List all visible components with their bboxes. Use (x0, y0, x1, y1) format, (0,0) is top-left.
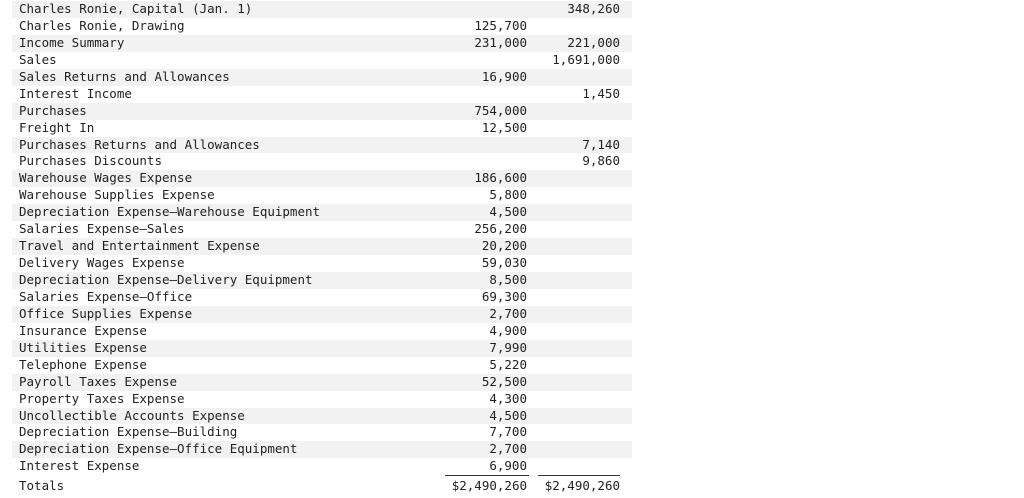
table-row (12, 187, 632, 204)
debit-amount: 2,700 (489, 305, 527, 321)
account-name: Warehouse Supplies Expense (19, 187, 215, 203)
table-row (12, 69, 632, 86)
table-row (12, 137, 632, 154)
debit-amount: 20,200 (481, 238, 527, 254)
table-row (12, 170, 632, 187)
credit-amount: 348,260 (567, 1, 620, 16)
credit-total-rule (538, 475, 620, 476)
account-name: Payroll Taxes Expense (19, 373, 178, 389)
table-row (12, 441, 632, 458)
debit-amount: 4,500 (489, 204, 527, 220)
debit-amount: 4,500 (489, 407, 527, 423)
table-row (12, 35, 632, 52)
debit-amount: 256,200 (474, 221, 527, 237)
account-name: Salaries Expense—Sales (19, 221, 185, 237)
table-row (12, 289, 632, 306)
debit-amount: 7,990 (489, 339, 527, 355)
table-row (12, 52, 632, 69)
account-name: Warehouse Wages Expense (19, 170, 193, 186)
account-name: Insurance Expense (19, 322, 147, 338)
account-name: Income Summary (19, 34, 125, 50)
credit-amount: 221,000 (567, 34, 620, 50)
debit-amount: 186,600 (474, 170, 527, 186)
debit-amount: 52,500 (481, 373, 527, 389)
debit-amount: 6,900 (489, 458, 527, 474)
account-name: Telephone Expense (19, 356, 147, 372)
account-name: Interest Income (19, 85, 132, 101)
credit-amount: 9,860 (582, 153, 620, 169)
table-row (12, 357, 632, 374)
account-name: Delivery Wages Expense (19, 255, 185, 271)
table-row (12, 221, 632, 238)
account-name: Charles Ronie, Drawing (19, 17, 185, 33)
debit-amount: 69,300 (481, 288, 527, 304)
account-name: Uncollectible Accounts Expense (19, 407, 245, 423)
table-row (12, 120, 632, 137)
totals-label: Totals (19, 478, 65, 494)
table-row (12, 238, 632, 255)
debit-amount: 5,800 (489, 187, 527, 203)
account-name: Travel and Entertainment Expense (19, 238, 260, 254)
account-name: Charles Ronie, Capital (Jan. 1) (19, 1, 253, 16)
debit-amount: 4,300 (489, 390, 527, 406)
table-row (12, 340, 632, 357)
debit-total-rule (445, 475, 529, 476)
account-name: Purchases Returns and Allowances (19, 136, 260, 152)
account-name: Sales Returns and Allowances (19, 68, 230, 84)
account-name: Depreciation Expense—Delivery Equipment (19, 272, 313, 287)
debit-total: $2,490,260 (451, 478, 527, 494)
credit-amount: 1,691,000 (552, 51, 620, 67)
table-row (12, 374, 632, 391)
debit-amount: 59,030 (481, 255, 527, 271)
table-row (12, 86, 632, 103)
account-name: Office Supplies Expense (19, 305, 193, 321)
table-row (12, 391, 632, 408)
account-name: Sales (19, 51, 57, 67)
account-name: Freight In (19, 119, 95, 135)
account-name: Property Taxes Expense (19, 390, 185, 406)
debit-amount: 5,220 (489, 356, 527, 372)
account-name: Depreciation Expense—Office Equipment (19, 441, 298, 457)
account-name: Salaries Expense—Office (19, 288, 193, 304)
table-row (12, 323, 632, 340)
account-name: Depreciation Expense—Building (19, 424, 238, 440)
debit-amount: 231,000 (474, 34, 527, 50)
debit-amount: 12,500 (481, 119, 527, 135)
credit-total: $2,490,260 (544, 478, 620, 494)
table-row (12, 424, 632, 441)
debit-amount: 7,700 (489, 424, 527, 440)
table-row (12, 18, 632, 35)
account-name: Interest Expense (19, 458, 140, 474)
credit-amount: 7,140 (582, 136, 620, 152)
debit-amount: 4,900 (489, 322, 527, 338)
debit-amount: 8,500 (489, 272, 527, 287)
table-row (12, 408, 632, 425)
account-name: Purchases Discounts (19, 153, 162, 169)
table-row (12, 103, 632, 120)
debit-amount: 2,700 (489, 441, 527, 457)
table-row (12, 272, 632, 289)
table-row (12, 255, 632, 272)
credit-amount: 1,450 (582, 85, 620, 101)
debit-amount: 125,700 (474, 17, 527, 33)
account-name: Purchases (19, 102, 87, 118)
debit-amount: 754,000 (474, 102, 527, 118)
debit-amount: 16,900 (481, 68, 527, 84)
account-name: Depreciation Expense—Warehouse Equipment (19, 204, 321, 220)
table-row (12, 1, 632, 18)
trial-balance-table (12, 1, 632, 495)
account-name: Utilities Expense (19, 339, 147, 355)
table-row (12, 306, 632, 323)
table-row (12, 458, 632, 475)
table-row (12, 204, 632, 221)
totals-row (12, 477, 632, 495)
table-row (12, 153, 632, 170)
